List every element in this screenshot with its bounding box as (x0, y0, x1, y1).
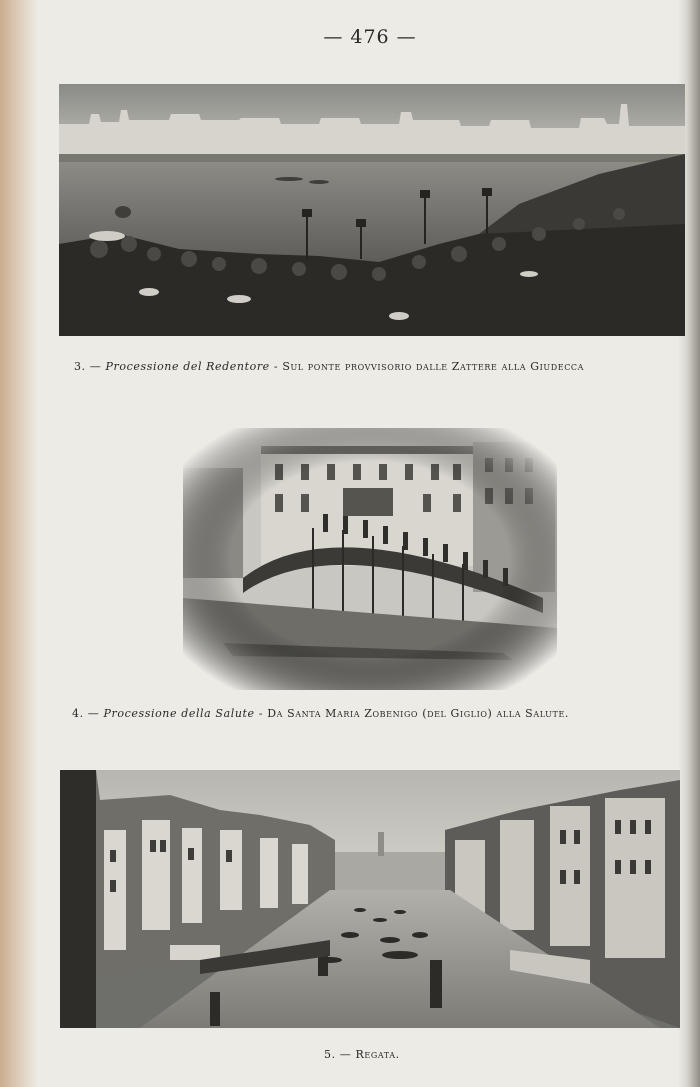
caption-3-number: 3. — (74, 360, 102, 373)
caption-figure-5 (324, 1048, 400, 1061)
photo-redentore-procession (59, 84, 685, 336)
caption-4-subtitle: Da Santa Maria Zobenigo (del Giglio) alla Salute. (267, 707, 569, 720)
page-number: — 476 — (323, 26, 417, 48)
caption-figure-4 (72, 707, 569, 720)
photo-salute-image (183, 428, 557, 690)
caption-4-separator: - (254, 707, 268, 720)
caption-3-separator: - (269, 360, 283, 373)
caption-4-title: Processione della Salute (103, 707, 255, 720)
page-edge-left (0, 0, 38, 1087)
caption-figure-3 (74, 360, 584, 373)
photo-regatta (60, 770, 680, 1028)
photo-redentore-image (59, 84, 685, 336)
caption-5-subtitle: Regata. (355, 1048, 400, 1061)
caption-5-number: 5. — (324, 1048, 352, 1061)
caption-3-title: Processione del Redentore (105, 360, 270, 373)
photo-salute-procession (183, 428, 557, 690)
photo-regatta-image (60, 770, 680, 1028)
caption-3-subtitle: Sul ponte provvisorio dalle Zattere alla Giudecca (282, 360, 585, 373)
caption-4-number: 4. — (72, 707, 100, 720)
